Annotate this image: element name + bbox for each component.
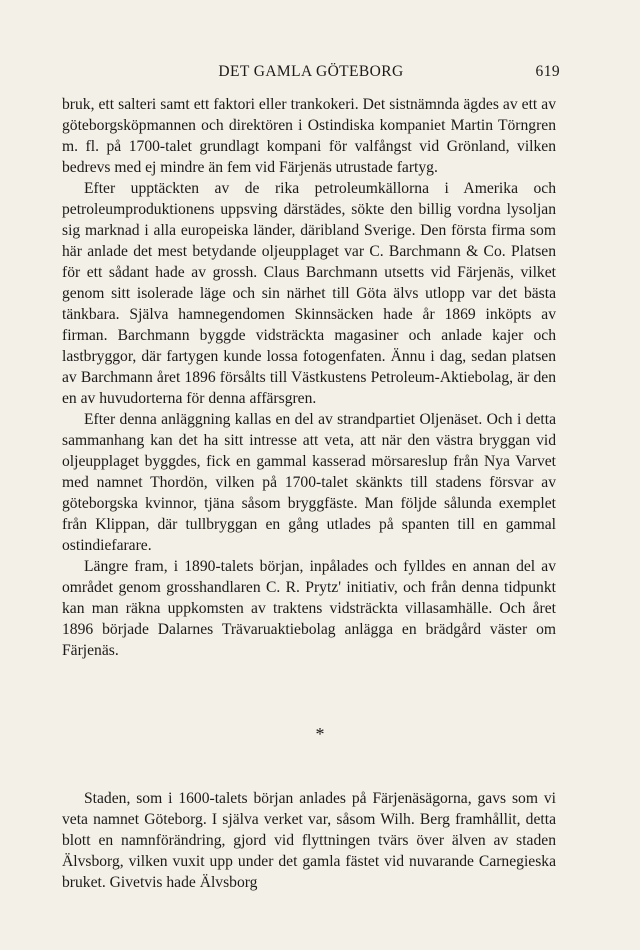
paragraph-oljenaset: Efter denna anläggning kallas en del av strandpartiet Oljenäset. Och i detta sammanhang kan det ha sitt intresse att veta, att när den västra bryggan vid oljeupplaget byggdes, fick en gammal kasserad mörsareslup från Nya Varvet med namnet Thordön, vilken på 1700-talet skänkts till stadens försvar av göteborgska kvinnor, tjäna såsom bryggfäste. Man följde sålunda exemplet från Klippan, där tullbryggan en gång utlades på spanten till en gammal ostindiefarare.	[62, 411, 556, 554]
paragraph-petroleum: Efter upptäckten av de rika petroleumkällorna i Amerika och petroleumproduktionens uppsving därstädes, sökte den billig vordna lysoljan sig marknad i alla europeiska länder, däribland Sverige. Den första firma som här anlade det mest betydande oljeupplaget var C. Barchmann & Co. Platsen för ett sådant hade av grossh. Claus Barchmann utsetts vid Färjenäs, vilket genom sitt isolerade läge och sin närhet till Göta älvs utlopp var det bästa tänkbara. Själva hamnegendomen Skinnsäcken hade år 1869 inköpts av firman. Barchmann byggde vidsträckta magasiner och anlade kajer och lastbryggor, där fartygen kunde lossa fotogenfaten. Ännu i dag, sedan platsen av Barchmann året 1896 försålts till Västkustens Petroleum-Aktiebolag, är den en av huvudorterna för denna affärsgren.	[62, 180, 556, 407]
paragraph-continued: bruk, ett salteri samt ett faktori eller trankokeri. Det sistnämnda ägdes av ett av göteborgsköpmannen och direktören i Ostindiska kompaniet Martin Törngren m. fl. på 1700-talet grundlagt kompani för valfångst vid Grönland, vilken bedrevs med ej mindre än fem vid Färjenäs utrustade fartyg.	[62, 96, 556, 176]
section-separator: *	[315, 724, 325, 744]
running-title: DET GAMLA GÖTEBORG	[218, 63, 404, 80]
second-text-block	[62, 788, 556, 893]
main-text-block	[62, 94, 556, 661]
paragraph-villasamhalle: Längre fram, i 1890-talets början, inpålades och fylldes en annan del av området genom grosshandlaren C. R. Prytz' initiativ, och från denna tidpunkt kan man räkna uppkomsten av traktens vidsträckta villasamhälle. Och året 1896 började Dalarnes Trävaruaktiebolag anlägga en brädgård väster om Färjenäs.	[62, 558, 556, 659]
page-number: 619	[535, 63, 560, 80]
running-header	[62, 63, 560, 85]
paragraph-goteborg: Staden, som i 1600-talets början anlades på Färjenäsägorna, gavs som vi veta namnet Göteborg. I själva verket var, såsom Wilh. Berg framhållit, detta blott en namnförändring, gjord vid flyttningen tvärs över älven av staden Älvsborg, vilken vuxit upp under det gamla fästet vid nuvarande Carnegieska bruket. Givetvis hade Älvsborg	[62, 790, 556, 891]
